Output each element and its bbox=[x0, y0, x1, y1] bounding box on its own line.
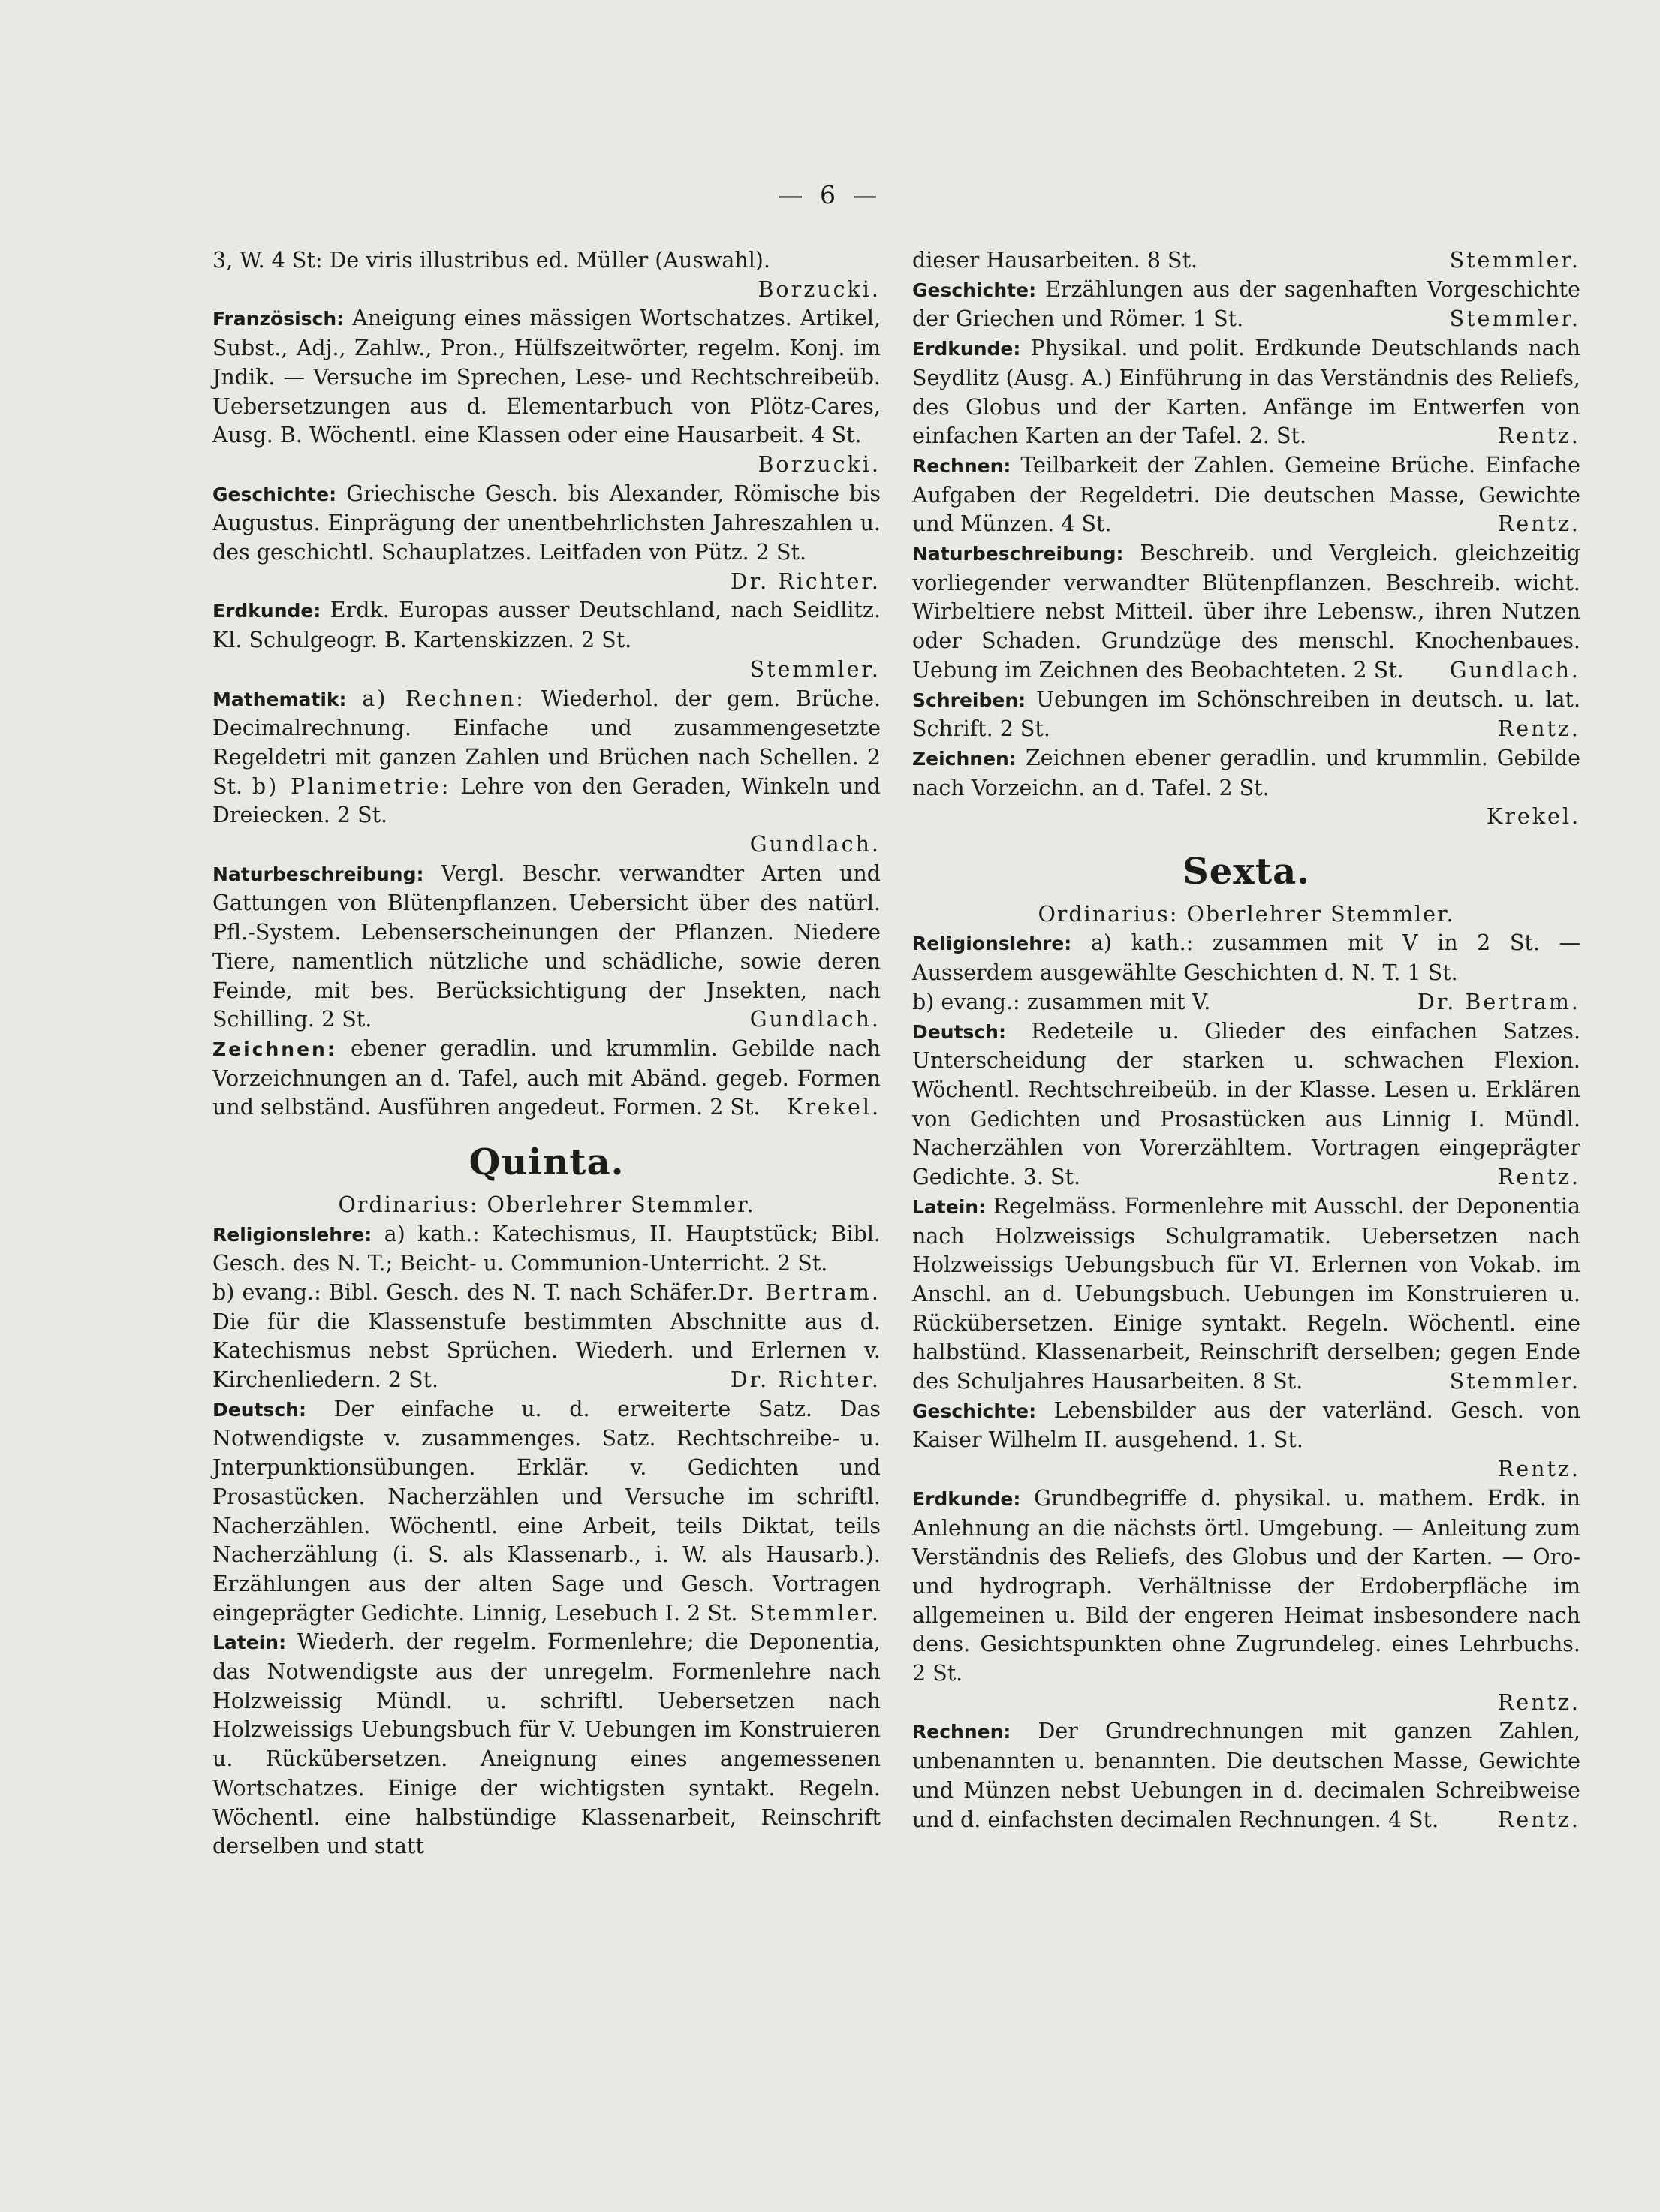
entry-geschichte bbox=[212, 480, 881, 597]
subject-heading: Französisch: bbox=[212, 308, 345, 330]
entry-text: Vergl. Beschr. verwandter Arten und Gattungen von Blütenpflanzen. Uebersicht über des natürl. Pfl.-System. Lebenserscheinungen der Pflanzen. Niedere Tiere, namentlich nützliche und schädliche, sowie deren Feinde, mit bes. Berücksichtigung der Jnsekten, nach Schilling. 2 St. bbox=[212, 860, 881, 1032]
subject-heading: Rechnen: bbox=[912, 1721, 1011, 1743]
teacher-name: Stemmler. bbox=[1449, 1369, 1580, 1394]
subject-heading: Zeichnen: bbox=[212, 1038, 337, 1060]
teacher-name: Rentz. bbox=[1497, 1165, 1580, 1190]
teacher-name: Rentz. bbox=[1497, 511, 1580, 537]
sub-label: b) Planimetrie: bbox=[252, 773, 451, 799]
teacher-name: Stemmler. bbox=[1449, 248, 1580, 273]
entry-zeichnen bbox=[212, 1035, 881, 1123]
entry-text: Redeteile u. Glieder des einfachen Satzes. Unterscheidung der starken u. schwachen Flexion. Wöchentl. Rechtschreibeüb. in der Klasse. Lesen u. Erklären von Gedichten und Prosastücken aus Linnig I. Mündl. Nacherzählen von Vorerzähltem. Vortragen eingeprägter Gedichte. 3. St. bbox=[912, 1018, 1580, 1190]
subject-heading: Geschichte: bbox=[212, 483, 337, 505]
entry-erdkunde bbox=[212, 596, 881, 684]
teacher-name: Gundlach. bbox=[1449, 657, 1580, 683]
entry-text: Grundbegriffe d. physikal. u. mathem. Erdk. in Anlehnung an die nächsts örtl. Umgebung. — Anleitung zum Verständnis des Reliefs, des Globus und der Karten. — Oro- und hydrograph. Verhältnisse der Erdoberpfläche im allgemeinen u. Bild der engeren Heimat insbesondere nach dens. Gesichtspunkten ohne Zugrundeleg. eines Lehrbuchs. 2 St. bbox=[912, 1485, 1580, 1686]
entry-franzoesisch bbox=[212, 304, 881, 479]
teacher-name: Stemmler. bbox=[749, 1600, 881, 1626]
entry-text: dieser Hausarbeiten. 8 St. bbox=[912, 248, 1198, 273]
entry-latein bbox=[912, 1192, 1580, 1397]
subject-heading: Deutsch: bbox=[212, 1398, 306, 1421]
entry-naturbeschreibung bbox=[212, 860, 881, 1035]
right-column bbox=[912, 246, 1580, 1834]
subject-heading: Latein: bbox=[912, 1195, 987, 1218]
entry-text: Erdk. Europas ausser Deutschland, nach Seidlitz. Kl. Schulgeogr. B. Kartenskizzen. 2 St. bbox=[212, 598, 881, 653]
section-title-sexta: Sexta. bbox=[1182, 851, 1310, 894]
entry-text: Regelmäss. Formenlehre mit Ausschl. der Deponentia nach Holzweissigs Schulgramatik. Uebersetzen nach Holzweissigs Uebungsbuch für VI. Erlernen von Vokab. im Anschl. an d. Uebungsbuch. Uebungen im Konstruieren u. Rückübersetzen. Einige syntakt. Regeln. Wöchentl. eine halbstünd. Klassenarbeit, Reinschrift derselben; gegen Ende des Schuljahres Hausarbeiten. 8 St. bbox=[912, 1193, 1580, 1394]
entry-de-viris bbox=[212, 246, 881, 304]
subject-heading: Deutsch: bbox=[912, 1020, 1006, 1043]
entry-erdkunde bbox=[912, 334, 1580, 451]
entry-geschichte-sexta bbox=[912, 1397, 1580, 1484]
teacher-name: Borzucki. bbox=[758, 276, 881, 302]
entry-text: Erzählungen aus der sagenhaften Vorgeschichte der Griechen und Römer. 1 St. bbox=[912, 276, 1580, 332]
entry-text: b) evang.: zusammen mit V. bbox=[912, 989, 1211, 1014]
left-column bbox=[212, 246, 881, 1861]
teacher-name: Krekel. bbox=[786, 1095, 881, 1120]
teacher-name: Rentz. bbox=[1497, 1689, 1580, 1715]
subject-heading: Erdkunde: bbox=[912, 1487, 1021, 1510]
teacher-name: Gundlach. bbox=[749, 832, 881, 857]
subject-heading: Naturbeschreibung: bbox=[212, 863, 424, 885]
subject-heading: Mathematik: bbox=[212, 688, 347, 710]
entry-text: Wiederh. der regelm. Formenlehre; die Deponentia, das Notwendigste aus der unregelm. Formenlehre nach Holzweissig Mündl. u. schriftl. Uebersetzen nach Holzweissigs Uebungsbuch für V. Uebungen im Konstruieren u. Rückübersetzen. Aneignung eines angemessenen Wortschatzes. Einige der wichtigsten syntakt. Regeln. Wöchentl. eine halbstündige Klassenarbeit, Reinschrift derselben und statt bbox=[212, 1629, 881, 1859]
entry-text: a) kath.: Katechismus, II. Hauptstück; Bibl. Gesch. des N. T.; Beicht- u. Communion-Unterricht. 2 St. bbox=[212, 1221, 881, 1276]
entry-text: Lebensbilder aus der vaterländ. Gesch. von Kaiser Wilhelm II. ausgehend. 1. St. bbox=[912, 1397, 1580, 1453]
entry-religionslehre bbox=[212, 1220, 881, 1305]
entry-text: Teilbarkeit der Zahlen. Gemeine Brüche. Einfache Aufgaben der Regeldetri. Die deutschen Masse, Gewichte und Münzen. 4 St. bbox=[912, 452, 1580, 537]
teacher-name: Stemmler. bbox=[749, 656, 881, 682]
teacher-name: Dr. Bertram. bbox=[1417, 989, 1580, 1014]
entry-latein bbox=[212, 1628, 881, 1861]
entry-mathematik bbox=[212, 685, 881, 860]
teacher-name: Dr. Richter. bbox=[730, 1367, 881, 1393]
subject-heading: Rechnen: bbox=[912, 454, 1011, 477]
teacher-name: Rentz. bbox=[1497, 716, 1580, 742]
subject-heading: Zeichnen: bbox=[912, 747, 1017, 770]
entry-text: Lehre von den Geraden, Winkeln und Dreiecken. 2 St. bbox=[212, 773, 881, 828]
entry-text: Der Grundrechnungen mit ganzen Zahlen, unbenannten u. benannten. Die deutschen Masse, Gewichte und Münzen nebst Uebungen in d. decimalen Schreibweise und d. einfachsten decimalen Rechnungen. 4 St. bbox=[912, 1719, 1580, 1832]
teacher-name: Rentz. bbox=[1497, 1457, 1580, 1482]
entry-text: a) kath.: zusammen mit V in 2 St. — Ausserdem ausgewählte Geschichten d. N. T. 1 St. bbox=[912, 930, 1580, 986]
entry-zeichnen bbox=[912, 744, 1580, 832]
subject-heading: Geschichte: bbox=[912, 1400, 1037, 1422]
teacher-name: Krekel. bbox=[1486, 804, 1580, 830]
ordinarius: Ordinarius: Oberlehrer Stemmler. bbox=[1038, 901, 1455, 927]
subject-heading: Erdkunde: bbox=[212, 600, 321, 622]
entry-text: ebener geradlin. und krummlin. Gebilde nach Vorzeichnungen an d. Tafel, auch mit Abänd. gegeb. Formen und selbständ. Ausführen angedeut. Formen. 2 St. bbox=[212, 1035, 881, 1120]
teacher-name: Rentz. bbox=[1497, 423, 1580, 449]
subject-heading: Schreiben: bbox=[912, 689, 1026, 711]
entry-text: b) evang.: Bibl. Gesch. des N. T. nach Schäfer. Die für die Klassenstufe bestimmten Abschnitte aus d. Katechismus nebst Sprüchen. Wiederh. und Erlernen v. Kirchenliedern. 2 St. bbox=[212, 1279, 881, 1393]
entry-naturbeschreibung bbox=[912, 539, 1580, 686]
subject-heading: Erdkunde: bbox=[912, 338, 1021, 360]
subject-heading: Geschichte: bbox=[912, 279, 1037, 301]
entry-text: Griechische Gesch. bis Alexander, Römische bis Augustus. Einprägung der unentbehrlichsten Jahreszahlen u. des geschichtl. Schauplatzes. Leitfaden von Pütz. 2 St. bbox=[212, 481, 881, 565]
entry-text: Zeichnen ebener geradlin. und krummlin. Gebilde nach Vorzeichn. an d. Tafel. 2 St. bbox=[912, 745, 1580, 800]
teacher-name: Rentz. bbox=[1497, 1807, 1580, 1832]
entry-erdkunde-sexta bbox=[912, 1484, 1580, 1718]
entry-deutsch bbox=[212, 1395, 881, 1629]
subject-heading: Naturbeschreibung: bbox=[912, 543, 1124, 565]
entry-text: Wiederhol. der gem. Brüche. Decimalrechnung. Einfache und zusammengesetzte Regeldetri mit ganzen Zahlen und Brüchen nach Schellen. 2 St. bbox=[212, 686, 881, 799]
subject-heading: Religionslehre: bbox=[212, 1223, 372, 1246]
entry-geschichte bbox=[912, 276, 1580, 334]
entry-text: Der einfache u. d. erweiterte Satz. Das Notwendigste v. zusammenges. Satz. Rechtschreibe- u. Jnterpunktionsübungen. Erklär. v. Gedichten und Prosastücken. Nacherzählen und Versuche im schriftl. Nacherzählen. Wöchentl. eine Arbeit, teils Diktat, teils Nacherzählung (i. S. als Klassenarb., i. W. als Hausarb.). Erzählungen aus der alten Sage und Gesch. Vortragen eingeprägter Gedichte. Linnig, Lesebuch I. 2 St. bbox=[212, 1396, 881, 1626]
entry-deutsch bbox=[912, 1017, 1580, 1192]
entry-rechnen bbox=[912, 451, 1580, 539]
entry-text: Aneigung eines mässigen Wortschatzes. Artikel, Subst., Adj., Zahlw., Pron., Hülfszeitwörter, regelm. Konj. im Jndik. — Versuche im Sprechen, Lese- und Rechtschreibeüb. Uebersetzungen aus d. Elementarbuch von Plötz-Cares, Ausg. B. Wöchentl. eine Klassen oder eine Hausarbeit. 4 St. bbox=[212, 306, 881, 448]
teacher-name: Dr. Richter. bbox=[730, 568, 881, 594]
ordinarius: Ordinarius: Oberlehrer Stemmler. bbox=[338, 1192, 755, 1217]
subject-heading: Latein: bbox=[212, 1632, 287, 1654]
entry-rechnen-sexta bbox=[912, 1717, 1580, 1834]
sub-label: a) Rechnen: bbox=[362, 686, 526, 711]
subject-heading: Religionslehre: bbox=[912, 933, 1072, 955]
entry-text: 3, W. 4 St: De viris illustribus ed. Müller (Auswahl). bbox=[212, 248, 770, 273]
teacher-name: Dr. Bertram. bbox=[717, 1279, 881, 1305]
teacher-name: Borzucki. bbox=[758, 451, 881, 477]
entry-text: Physikal. und polit. Erdkunde Deutschlands nach Seydlitz (Ausg. A.) Einführung in das Verständnis des Reliefs, des Globus und der Karten. Anfänge im Entwerfen von einfachen Karten an der Tafel. 2. St. bbox=[912, 336, 1580, 449]
entry-schreiben bbox=[912, 686, 1580, 744]
page-number: — 6 — bbox=[778, 180, 882, 209]
entry-text: Beschreib. und Vergleich. gleichzeitig vorliegender verwandter Blütenpflanzen. Beschreib. wicht. Wirbeltiere nebst Mitteil. über ihre Lebensw., ihren Nutzen oder Schaden. Grundzüge des menschl. Knochenbaues. Uebung im Zeichnen des Beobachteten. 2 St. bbox=[912, 541, 1581, 683]
teacher-name: Gundlach. bbox=[749, 1007, 881, 1032]
entry-text: Uebungen im Schönschreiben in deutsch. u. lat. Schrift. 2 St. bbox=[912, 686, 1581, 742]
entry-latein-continued bbox=[912, 246, 1580, 276]
section-title-quinta: Quinta. bbox=[468, 1141, 625, 1184]
teacher-name: Stemmler. bbox=[1449, 306, 1580, 332]
